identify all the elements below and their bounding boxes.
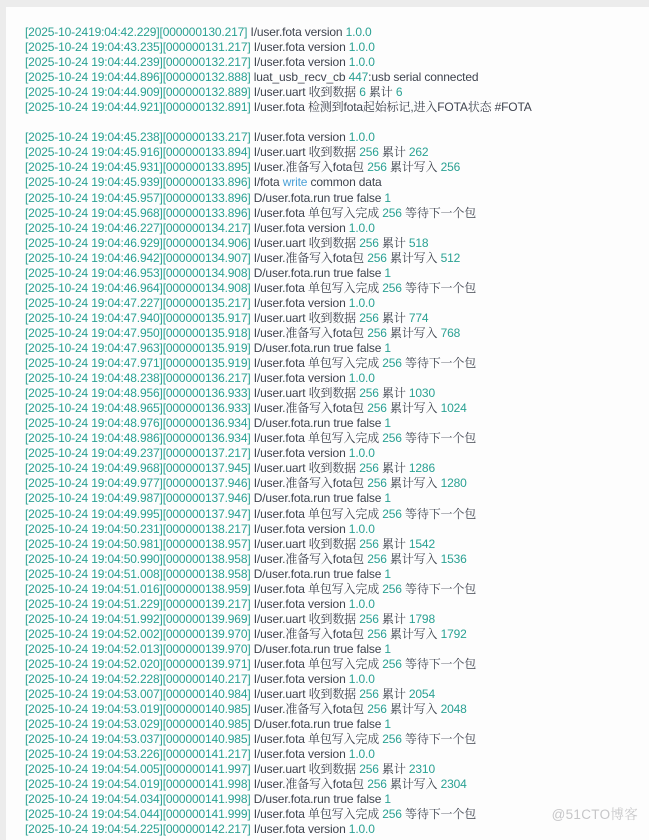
log-value: 256 xyxy=(367,325,387,340)
log-timestamp: [2025-10-24 19:04:47.971][000000135.919] xyxy=(25,356,251,371)
log-value: 256 xyxy=(359,461,379,476)
log-value: 1 xyxy=(384,566,391,581)
log-timestamp: [2025-10-24 19:04:54.019][000000141.998] xyxy=(25,777,251,792)
log-timestamp: [2025-10-24 19:04:44.896][000000132.888] xyxy=(25,70,251,85)
log-value: 1.0.0 xyxy=(348,371,375,386)
log-value: 256 xyxy=(359,310,379,325)
log-timestamp: [2025-10-24 19:04:44.239][000000132.217] xyxy=(25,55,251,70)
log-line xyxy=(25,251,643,266)
log-message: 等待下一个包 xyxy=(401,356,477,371)
log-line xyxy=(25,522,643,537)
log-line xyxy=(25,446,643,461)
log-message: I/user.fota version xyxy=(250,371,349,386)
log-message: I/user.fota version xyxy=(250,220,349,235)
log-line xyxy=(25,55,643,70)
log-timestamp: [2025-10-24 19:04:52.228][000000140.217] xyxy=(25,672,251,687)
log-message: I/user.准备写入fota包 xyxy=(250,702,368,717)
log-value: 1280 xyxy=(440,476,467,491)
log-timestamp: [2025-10-24 19:04:53.037][000000140.985] xyxy=(25,732,251,747)
log-line xyxy=(25,296,643,311)
log-timestamp: [2025-10-24 19:04:47.227][000000135.217] xyxy=(25,295,251,310)
log-message: 累计写入 xyxy=(386,401,441,416)
log-line xyxy=(25,236,643,251)
log-value: 1792 xyxy=(440,626,467,641)
log-value: 256 xyxy=(367,401,387,416)
log-message: 等待下一个包 xyxy=(401,656,477,671)
log-message: I/user.fota 单包写入完成 xyxy=(250,581,383,596)
log-value: 256 xyxy=(359,611,379,626)
log-value: 256 xyxy=(382,205,402,220)
log-value: 447 xyxy=(348,70,369,85)
log-timestamp: [2025-10-24 19:04:47.963][000000135.919] xyxy=(25,340,251,355)
log-message: 累计 xyxy=(378,145,409,160)
log-timestamp: [2025-10-24 19:04:54.034][000000141.998] xyxy=(25,792,251,807)
log-line xyxy=(25,612,643,627)
log-value: 1542 xyxy=(408,536,435,551)
log-output[interactable] xyxy=(25,25,643,838)
log-timestamp: [2025-10-24 19:04:49.995][000000137.947] xyxy=(25,506,251,521)
log-message: D/user.fota.run true false xyxy=(250,416,385,431)
log-message: I/user.fota 单包写入完成 xyxy=(250,807,383,822)
log-message: D/user.fota.run true false xyxy=(250,265,385,280)
window-edge-left xyxy=(0,0,6,840)
log-timestamp: [2025-10-24 19:04:47.940][000000135.917] xyxy=(25,310,251,325)
log-value: 1 xyxy=(384,792,391,807)
log-value: 256 xyxy=(367,702,387,717)
log-line xyxy=(25,371,643,386)
log-message: 累计 xyxy=(378,310,409,325)
log-message: luat_usb_recv_cb xyxy=(250,70,349,85)
log-message: 累计 xyxy=(378,235,409,250)
log-message: I/user.fota 单包写入完成 xyxy=(250,656,383,671)
log-line xyxy=(25,115,643,130)
log-value: 1.0.0 xyxy=(348,40,375,55)
log-line xyxy=(25,582,643,597)
log-timestamp: [2025-10-24 19:04:46.942][000000134.907] xyxy=(25,250,251,265)
log-value: 256 xyxy=(367,476,387,491)
log-message: I/user.fota 单包写入完成 xyxy=(250,356,383,371)
log-message: D/user.fota.run true false xyxy=(250,641,385,656)
log-message: 累计 xyxy=(378,386,409,401)
log-timestamp: [2025-10-2419:04:42.229][000000130.217] xyxy=(25,25,248,39)
log-value: 1.0.0 xyxy=(348,55,375,70)
log-line xyxy=(25,326,643,341)
log-value: 1.0.0 xyxy=(348,747,375,762)
log-value: 1.0.0 xyxy=(348,596,375,611)
log-value: 256 xyxy=(367,626,387,641)
log-message: 累计写入 xyxy=(386,702,441,717)
log-line xyxy=(25,206,643,221)
log-timestamp: [2025-10-24 19:04:45.957][000000133.896] xyxy=(25,190,251,205)
log-value: 1 xyxy=(384,641,391,656)
log-message: D/user.fota.run true false xyxy=(250,190,385,205)
log-line xyxy=(25,311,643,326)
log-line xyxy=(25,597,643,612)
log-value: 1536 xyxy=(440,551,467,566)
log-line xyxy=(25,687,643,702)
log-message: I/user.fota 检测到fota起始标记,进入FOTA状态 #FOTA xyxy=(250,100,532,115)
log-message: I/user.uart 收到数据 xyxy=(250,386,360,401)
log-value: 6 xyxy=(359,85,366,100)
log-message: 等待下一个包 xyxy=(401,506,477,521)
log-message: D/user.fota.run true false xyxy=(250,340,385,355)
log-timestamp: [2025-10-24 19:04:54.005][000000141.997] xyxy=(25,762,251,777)
log-message: I/user.fota version xyxy=(250,596,349,611)
log-timestamp: [2025-10-24 19:04:54.225][000000142.217] xyxy=(25,822,251,837)
log-timestamp: [2025-10-24 19:04:43.235][000000131.217] xyxy=(25,40,251,55)
log-timestamp: [2025-10-24 19:04:46.953][000000134.908] xyxy=(25,265,251,280)
log-timestamp: [2025-10-24 19:04:50.990][000000138.958] xyxy=(25,551,251,566)
log-message: D/user.fota.run true false xyxy=(250,717,385,732)
log-line xyxy=(25,25,643,40)
log-message: 等待下一个包 xyxy=(401,581,477,596)
log-message: I/user.fota 单包写入完成 xyxy=(250,732,383,747)
log-timestamp: [2025-10-24 19:04:45.968][000000133.896] xyxy=(25,205,251,220)
log-value: 256 xyxy=(359,145,379,160)
log-message: I/user.uart 收到数据 xyxy=(250,235,360,250)
log-line xyxy=(25,567,643,582)
log-line xyxy=(25,386,643,401)
log-message: I/user.fota 单包写入完成 xyxy=(250,280,383,295)
log-timestamp: [2025-10-24 19:04:45.939][000000133.896] xyxy=(25,175,251,190)
log-value: 2054 xyxy=(408,687,435,702)
log-line xyxy=(25,416,643,431)
log-line xyxy=(25,717,643,732)
log-value: 1286 xyxy=(408,461,435,476)
log-value: 774 xyxy=(408,310,429,325)
log-message: D/user.fota.run true false xyxy=(250,792,385,807)
log-message: I/user.fota version xyxy=(250,55,349,70)
log-timestamp: [2025-10-24 19:04:48.956][000000136.933] xyxy=(25,386,251,401)
log-line xyxy=(25,491,643,506)
log-line xyxy=(25,537,643,552)
log-message: D/user.fota.run true false xyxy=(250,566,385,581)
log-message: I/user.fota version xyxy=(250,446,349,461)
log-value: 1.0.0 xyxy=(348,295,375,310)
log-line xyxy=(25,431,643,446)
log-timestamp: [2025-10-24 19:04:46.964][000000134.908] xyxy=(25,280,251,295)
log-timestamp: [2025-10-24 19:04:48.986][000000136.934] xyxy=(25,431,251,446)
log-value: 1.0.0 xyxy=(348,446,375,461)
log-value: 512 xyxy=(440,250,461,265)
log-line xyxy=(25,552,643,567)
log-message: common data xyxy=(307,175,382,190)
watermark-51cto: @51CTO博客 xyxy=(551,807,638,822)
log-message: 等待下一个包 xyxy=(401,280,477,295)
log-line xyxy=(25,70,643,85)
log-value: 2310 xyxy=(408,762,435,777)
log-timestamp: [2025-10-24 19:04:51.016][000000138.959] xyxy=(25,581,251,596)
log-value: 518 xyxy=(408,235,429,250)
log-value: 256 xyxy=(359,762,379,777)
log-message: 累计写入 xyxy=(386,325,441,340)
log-message: I/user.fota version xyxy=(250,521,349,536)
log-value: 256 xyxy=(359,687,379,702)
log-line xyxy=(25,266,643,281)
log-message: I/user.fota version xyxy=(250,822,349,837)
log-line xyxy=(25,130,643,145)
log-keyword: write xyxy=(282,175,308,190)
log-message: 等待下一个包 xyxy=(401,205,477,220)
log-line xyxy=(25,191,643,206)
log-timestamp: [2025-10-24 19:04:45.238][000000133.217] xyxy=(25,130,251,145)
log-timestamp: [2025-10-24 19:04:48.965][000000136.933] xyxy=(25,401,251,416)
log-message: I/user.准备写入fota包 xyxy=(250,250,368,265)
log-value: 256 xyxy=(367,551,387,566)
log-timestamp: [2025-10-24 19:04:53.226][000000141.217] xyxy=(25,747,251,762)
log-message: 累计 xyxy=(378,611,409,626)
log-message: 累计 xyxy=(378,687,409,702)
window-edge-top xyxy=(0,0,649,7)
log-message: I/user.准备写入fota包 xyxy=(250,325,368,340)
log-line xyxy=(25,100,643,115)
log-timestamp: [2025-10-24 19:04:44.909][000000132.889] xyxy=(25,85,251,100)
log-value: 1 xyxy=(384,265,391,280)
log-line xyxy=(25,777,643,792)
log-value: 1.0.0 xyxy=(348,130,375,145)
log-message: 累计 xyxy=(365,85,396,100)
log-message: I/user.uart 收到数据 xyxy=(250,687,360,702)
log-value: 256 xyxy=(382,280,402,295)
log-value: 256 xyxy=(367,777,387,792)
log-timestamp: [2025-10-24 19:04:50.981][000000138.957] xyxy=(25,536,251,551)
log-message: 累计 xyxy=(378,762,409,777)
log-message: I/user.fota version xyxy=(250,747,349,762)
log-message: I/user.uart 收到数据 xyxy=(250,310,360,325)
log-message: I/user.准备写入fota包 xyxy=(250,401,368,416)
log-timestamp: [2025-10-24 19:04:46.227][000000134.217] xyxy=(25,220,251,235)
log-value: 1.0.0 xyxy=(348,672,375,687)
log-message: I/user.uart 收到数据 xyxy=(250,762,360,777)
log-line xyxy=(25,40,643,55)
log-line xyxy=(25,85,643,100)
log-timestamp: [2025-10-24 19:04:49.237][000000137.217] xyxy=(25,446,251,461)
log-message: I/user.fota 单包写入完成 xyxy=(250,205,383,220)
log-message: 累计写入 xyxy=(386,626,441,641)
log-message: I/user.fota version xyxy=(250,40,349,55)
log-message: 累计 xyxy=(378,536,409,551)
log-line xyxy=(25,657,643,672)
log-timestamp: [2025-10-24 19:04:50.231][000000138.217] xyxy=(25,521,251,536)
log-message: I/user.fota version xyxy=(247,25,346,39)
log-timestamp: [2025-10-24 19:04:51.229][000000139.217] xyxy=(25,596,251,611)
log-value: 256 xyxy=(367,160,387,175)
log-timestamp: [2025-10-24 19:04:53.029][000000140.985] xyxy=(25,717,251,732)
log-value: 1 xyxy=(384,491,391,506)
log-line xyxy=(25,461,643,476)
log-line xyxy=(25,732,643,747)
log-message: I/user.fota 单包写入完成 xyxy=(250,506,383,521)
log-line xyxy=(25,792,643,807)
log-value: 1.0.0 xyxy=(348,822,375,837)
log-timestamp: [2025-10-24 19:04:48.238][000000136.217] xyxy=(25,371,251,386)
log-value: 256 xyxy=(382,506,402,521)
log-message: 等待下一个包 xyxy=(401,807,477,822)
log-value: 2048 xyxy=(440,702,467,717)
log-line xyxy=(25,341,643,356)
log-line xyxy=(25,807,643,822)
log-timestamp: [2025-10-24 19:04:52.002][000000139.970] xyxy=(25,626,251,641)
log-message: 累计写入 xyxy=(386,476,441,491)
log-timestamp: [2025-10-24 19:04:48.976][000000136.934] xyxy=(25,416,251,431)
log-value: 256 xyxy=(382,431,402,446)
log-value: 256 xyxy=(382,656,402,671)
log-line xyxy=(25,356,643,371)
log-line xyxy=(25,175,643,190)
log-message: 累计写入 xyxy=(386,551,441,566)
log-message: I/user.fota version xyxy=(250,130,349,145)
log-timestamp: [2025-10-24 19:04:45.931][000000133.895] xyxy=(25,160,251,175)
log-line xyxy=(25,145,643,160)
log-value: 256 xyxy=(382,356,402,371)
log-message: 累计写入 xyxy=(386,777,441,792)
log-message: I/user.准备写入fota包 xyxy=(250,551,368,566)
log-timestamp: [2025-10-24 19:04:52.013][000000139.970] xyxy=(25,641,251,656)
log-value: 1.0.0 xyxy=(345,25,372,39)
log-timestamp: [2025-10-24 19:04:49.987][000000137.946] xyxy=(25,491,251,506)
log-message: 等待下一个包 xyxy=(401,431,477,446)
log-timestamp: [2025-10-24 19:04:47.950][000000135.918] xyxy=(25,325,251,340)
log-line xyxy=(25,281,643,296)
log-value: 256 xyxy=(440,160,461,175)
log-line xyxy=(25,627,643,642)
log-value: 1 xyxy=(384,416,391,431)
log-timestamp: [2025-10-24 19:04:53.019][000000140.985] xyxy=(25,702,251,717)
log-line xyxy=(25,747,643,762)
log-message: 等待下一个包 xyxy=(401,732,477,747)
log-timestamp: [2025-10-24 19:04:45.916][000000133.894] xyxy=(25,145,251,160)
log-line xyxy=(25,221,643,236)
log-value: 256 xyxy=(367,250,387,265)
log-timestamp: [2025-10-24 19:04:49.977][000000137.946] xyxy=(25,476,251,491)
log-line xyxy=(25,507,643,522)
log-value: 1.0.0 xyxy=(348,220,375,235)
log-line xyxy=(25,642,643,657)
log-value: 1798 xyxy=(408,611,435,626)
log-line xyxy=(25,476,643,491)
log-message: I/user.fota 单包写入完成 xyxy=(250,431,383,446)
log-value: 1 xyxy=(384,190,391,205)
log-value: 256 xyxy=(382,732,402,747)
log-message: I/user.uart 收到数据 xyxy=(250,461,360,476)
log-message: I/user.准备写入fota包 xyxy=(250,626,368,641)
log-timestamp: [2025-10-24 19:04:51.008][000000138.958] xyxy=(25,566,251,581)
log-value: 768 xyxy=(440,325,461,340)
log-message: 累计写入 xyxy=(386,250,441,265)
log-timestamp: [2025-10-24 19:04:46.929][000000134.906] xyxy=(25,235,251,250)
log-message: 累计 xyxy=(378,461,409,476)
log-line xyxy=(25,702,643,717)
log-message: I/user.uart 收到数据 xyxy=(250,536,360,551)
log-line xyxy=(25,672,643,687)
log-value: 1.0.0 xyxy=(348,521,375,536)
log-value: 1030 xyxy=(408,386,435,401)
log-line xyxy=(25,762,643,777)
log-value: 256 xyxy=(382,581,402,596)
log-message: I/user.uart 收到数据 xyxy=(250,145,360,160)
log-value: 262 xyxy=(408,145,429,160)
log-timestamp: [2025-10-24 19:04:49.968][000000137.945] xyxy=(25,461,251,476)
log-timestamp: [2025-10-24 19:04:51.992][000000139.969] xyxy=(25,611,251,626)
log-message: D/user.fota.run true false xyxy=(250,491,385,506)
log-value: 1 xyxy=(384,340,391,355)
log-line xyxy=(25,160,643,175)
log-message: I/user.uart 收到数据 xyxy=(250,85,360,100)
log-message: I/user.准备写入fota包 xyxy=(250,160,368,175)
log-value: 256 xyxy=(359,386,379,401)
log-value: 6 xyxy=(395,85,403,100)
log-value: 256 xyxy=(359,235,379,250)
log-message: I/user.fota version xyxy=(250,295,349,310)
log-timestamp: [2025-10-24 19:04:54.044][000000141.999] xyxy=(25,807,251,822)
log-value: 256 xyxy=(382,807,402,822)
log-message: I/user.fota version xyxy=(250,672,349,687)
log-value: 1 xyxy=(384,717,391,732)
log-value: 256 xyxy=(359,536,379,551)
log-timestamp: [2025-10-24 19:04:52.020][000000139.971] xyxy=(25,656,251,671)
log-message: 累计写入 xyxy=(386,160,441,175)
log-message: :usb serial connected xyxy=(368,70,479,85)
log-timestamp: [2025-10-24 19:04:44.921][000000132.891] xyxy=(25,100,251,115)
log-message: I/user.uart 收到数据 xyxy=(250,611,360,626)
log-value: 1024 xyxy=(440,401,467,416)
log-value: 2304 xyxy=(440,777,467,792)
log-message: I/user.准备写入fota包 xyxy=(250,777,368,792)
log-message: I/fota xyxy=(250,175,283,190)
log-line xyxy=(25,401,643,416)
log-line xyxy=(25,822,643,837)
log-timestamp: [2025-10-24 19:04:53.007][000000140.984] xyxy=(25,687,251,702)
log-message: I/user.准备写入fota包 xyxy=(250,476,368,491)
